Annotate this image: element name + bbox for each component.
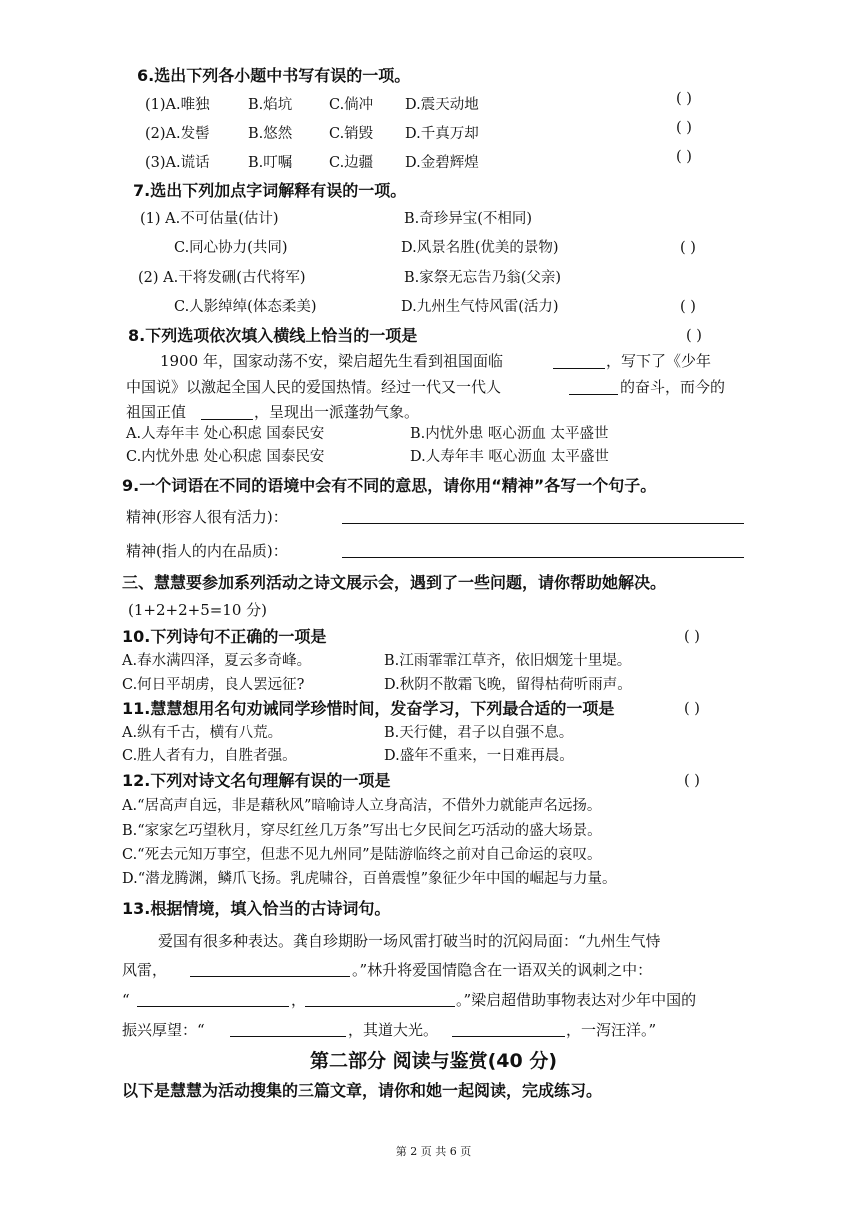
section3-title: 三、慧慧要参加系列活动之诗文展示会，遇到了一些问题，请你帮助她解决。	[122, 573, 667, 592]
q6-row1-a: (1)A.唯独	[145, 97, 210, 113]
q7-g1-d: D.风景名胜(优美的景物)	[401, 240, 559, 256]
section3-score: (1+2+2+5=10 分)	[128, 601, 268, 619]
q6-row2-c: C.销毁	[329, 126, 374, 142]
q8-blank-1[interactable]	[553, 368, 605, 369]
q13-p1: 爱国有很多种表达。龚自珍期盼一场风雷打破当时的沉闷局面：“九州生气恃	[158, 932, 661, 950]
q8-blank-2[interactable]	[569, 394, 618, 395]
q9-answer-line-2[interactable]	[342, 557, 744, 558]
q9-answer-line-1[interactable]	[342, 523, 744, 524]
part2-intro: 以下是慧慧为活动搜集的三篇文章，请你和她一起阅读，完成练习。	[122, 1081, 603, 1100]
q11-stem: 11.慧慧想用名句劝诫同学珍惜时间，发奋学习，下列最合适的一项是	[122, 699, 615, 718]
q10-option-c: C.何日平胡虏，良人罢远征?	[122, 677, 305, 693]
q6-row3-bracket: ( )	[676, 149, 692, 165]
q8-p1a: 1900 年，国家动荡不安，梁启超先生看到祖国面临	[160, 352, 503, 370]
q6-row3-c: C.边疆	[329, 155, 374, 171]
q7-g1-a: (1) A.不可估量(估计)	[140, 211, 279, 227]
q6-row2-d: D.千真万却	[405, 126, 479, 142]
q6-row1-d: D.震天动地	[405, 97, 479, 113]
q6-row3-a: (3)A.谎话	[145, 155, 210, 171]
q11-option-a: A.纵有千古，横有八荒。	[122, 725, 283, 741]
q8-p2a: 中国说》以激起全国人民的爱国热情。经过一代又一代人	[126, 378, 502, 396]
q13-p2b: 。”林升将爱国情隐含在一语双关的讽刺之中：	[352, 961, 653, 979]
q8-blank-3[interactable]	[201, 419, 253, 420]
q12-bracket: ( )	[684, 773, 700, 789]
q12-option-b: B.“家家乞巧望秋月，穿尽红丝几万条”写出七夕民间乞巧活动的盛大场景。	[122, 823, 602, 839]
q10-bracket: ( )	[684, 629, 700, 645]
q11-option-b: B.天行健，君子以自强不息。	[384, 725, 574, 741]
q7-stem: 7.选出下列加点字词解释有误的一项。	[133, 181, 407, 200]
q6-row1-bracket: ( )	[676, 91, 692, 107]
q12-option-a: A.“居高声自远，非是藉秋风”暗喻诗人立身高洁，不借外力就能声名远扬。	[122, 798, 602, 814]
q12-option-c: C.“死去元知万事空，但悲不见九州同”是陆游临终之前对自己命运的哀叹。	[122, 847, 602, 863]
part2-title: 第二部分 阅读与鉴赏(40 分)	[309, 1050, 558, 1072]
q13-blank-5[interactable]	[452, 1036, 565, 1037]
q7-g2-c: C.人影绰绰(体态柔美)	[174, 299, 317, 315]
q7-g1-c: C.同心协力(共同)	[174, 240, 288, 256]
q8-p1b: ，写下了《少年	[606, 352, 712, 370]
q11-bracket: ( )	[684, 701, 700, 717]
q8-option-a: A.人寿年丰 处心积虑 国泰民安	[126, 426, 325, 442]
q9-line1-label: 精神(形容人很有活力)：	[126, 508, 288, 526]
q8-stem: 8.下列选项依次填入横线上恰当的一项是	[128, 326, 418, 345]
q10-option-d: D.秋阴不散霜飞晚，留得枯荷听雨声。	[384, 677, 632, 693]
q8-p2b: 的奋斗，而今的	[620, 378, 726, 396]
q7-g2-b: B.家祭无忘告乃翁(父亲)	[404, 270, 562, 286]
q7-g2-bracket: ( )	[680, 299, 696, 315]
q6-row1-c: C.倘冲	[329, 97, 374, 113]
q6-row3-d: D.金碧辉煌	[405, 155, 479, 171]
q7-g2-d: D.九州生气恃风雷(活力)	[401, 299, 559, 315]
q13-blank-4[interactable]	[230, 1036, 346, 1037]
q6-row2-a: (2)A.发髻	[145, 126, 210, 142]
q8-bracket: ( )	[686, 328, 702, 344]
q13-p4b: ，其道大光。	[348, 1021, 439, 1039]
q8-option-d: D.人寿年丰 呕心沥血 太平盛世	[410, 449, 609, 465]
q8-p3b: ，呈现出一派蓬勃气象。	[254, 403, 420, 421]
q10-stem: 10.下列诗句不正确的一项是	[122, 627, 327, 646]
page-number: 第 2 页 共 6 页	[395, 1145, 472, 1158]
q10-option-b: B.江雨霏霏江草齐，依旧烟笼十里堤。	[384, 653, 632, 669]
q13-p2a: 风雷，	[122, 961, 168, 979]
q6-row2-b: B.悠然	[248, 126, 293, 142]
q12-option-d: D.“潜龙腾渊，鳞爪飞扬。乳虎啸谷，百兽震惶”象征少年中国的崛起与力量。	[122, 871, 617, 887]
q11-option-d: D.盛年不重来，一日难再晨。	[384, 748, 574, 764]
q13-stem: 13.根据情境，填入恰当的古诗词句。	[122, 899, 391, 918]
q11-option-c: C.胜人者有力，自胜者强。	[122, 748, 297, 764]
q8-option-b: B.内忧外患 呕心沥血 太平盛世	[410, 426, 609, 442]
q8-option-c: C.内忧外患 处心积虑 国泰民安	[126, 449, 325, 465]
q12-stem: 12.下列对诗文名句理解有误的一项是	[122, 771, 391, 790]
q13-p4c: ，一泻汪洋。”	[566, 1021, 657, 1039]
q13-blank-1[interactable]	[190, 976, 350, 977]
q9-line2-label: 精神(指人的内在品质)：	[126, 542, 288, 560]
q10-option-a: A.春水满四泽，夏云多奇峰。	[122, 653, 312, 669]
q7-g1-bracket: ( )	[680, 240, 696, 256]
q7-g2-a: (2) A.干将发硎(古代将军)	[138, 270, 306, 286]
q6-row1-b: B.焰坑	[248, 97, 293, 113]
q13-blank-3[interactable]	[305, 1006, 455, 1007]
q8-p3a: 祖国正值	[126, 403, 187, 421]
q7-g1-b: B.奇珍异宝(不相同)	[404, 211, 533, 227]
q9-stem: 9.一个词语在不同的语境中会有不同的意思，请你用“精神”各写一个句子。	[122, 476, 657, 495]
q6-stem: 6.选出下列各小题中书写有误的一项。	[137, 66, 411, 85]
q6-row3-b: B.叮嘱	[248, 155, 293, 171]
q13-p4a: 振兴厚望：“	[122, 1021, 205, 1039]
q13-p3c: 。”梁启超借助事物表达对少年中国的	[456, 991, 697, 1009]
q6-row2-bracket: ( )	[676, 120, 692, 136]
q13-p3b: ，	[291, 991, 307, 1009]
q13-p3a: “	[122, 991, 130, 1009]
q13-blank-2[interactable]	[137, 1006, 289, 1007]
